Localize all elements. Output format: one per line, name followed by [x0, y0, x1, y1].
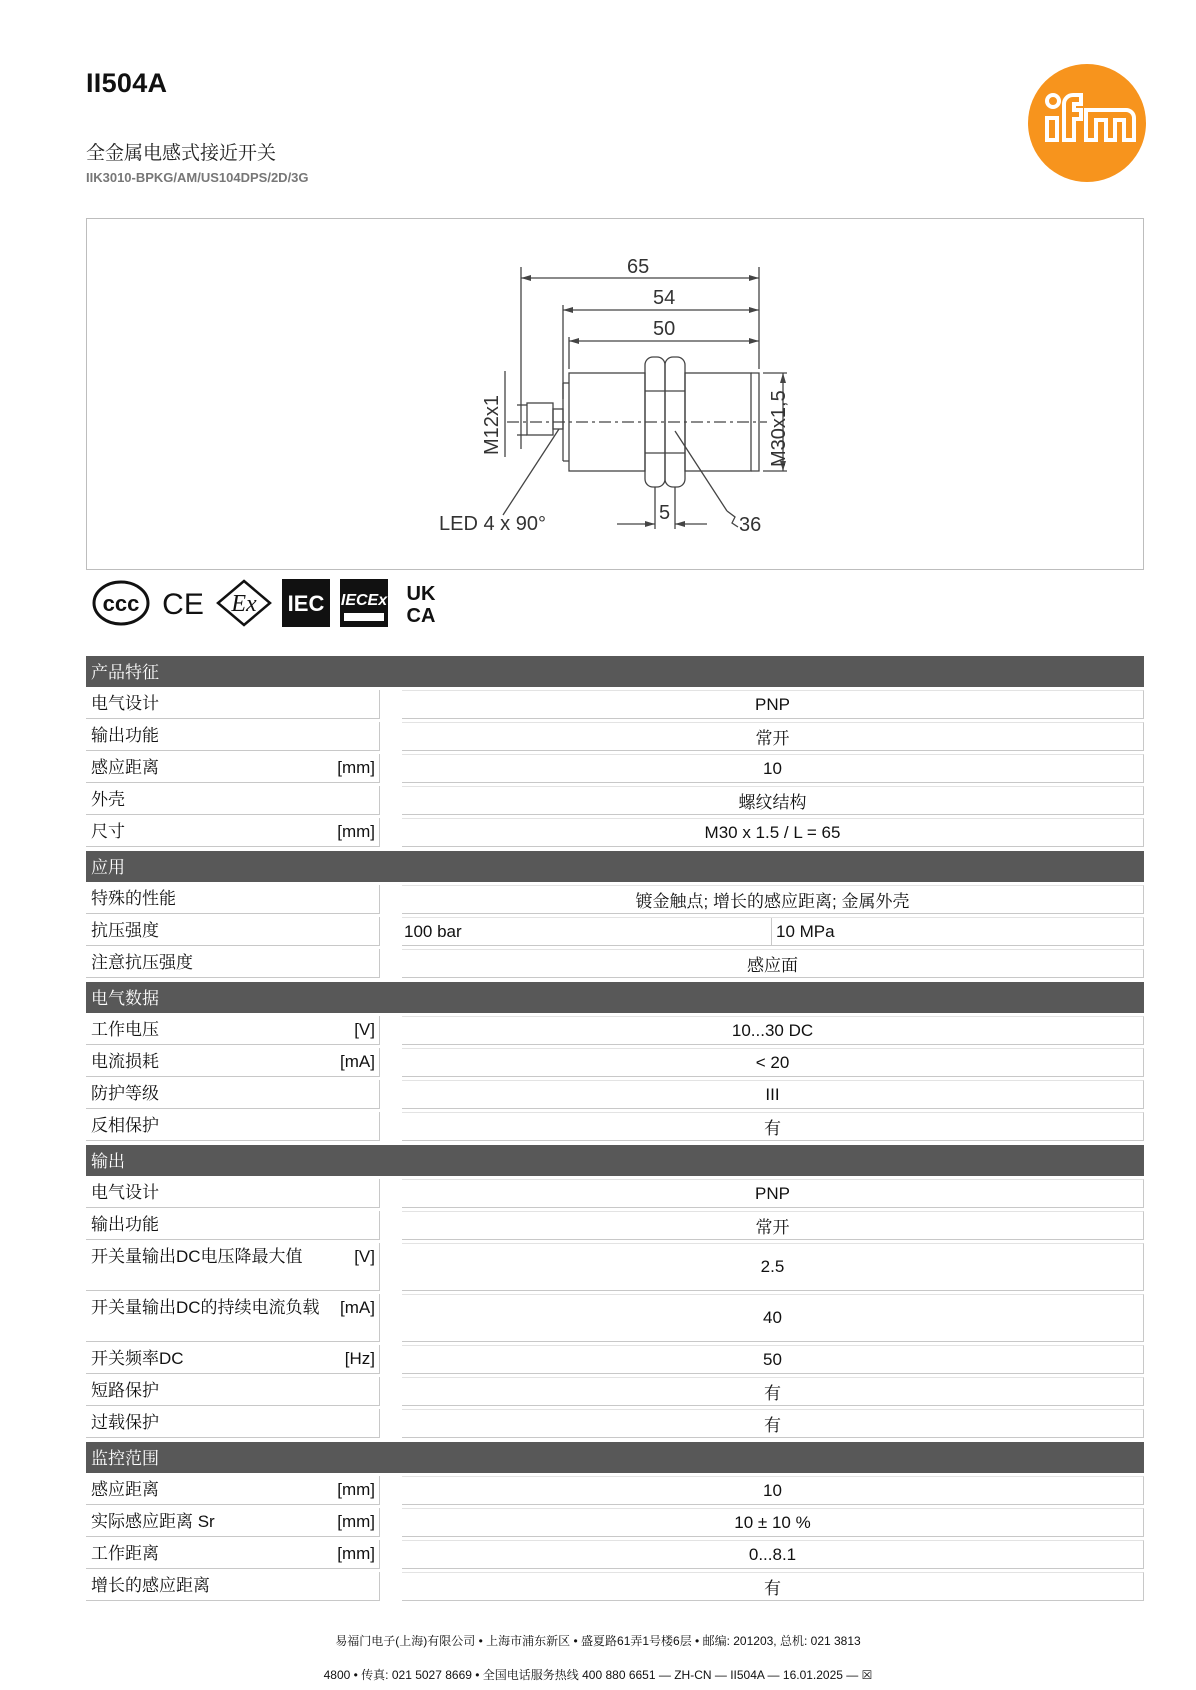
svg-text:UK: UK — [406, 583, 436, 605]
spec-label-cell — [86, 818, 380, 847]
spec-row — [86, 1345, 1144, 1374]
iecex-mark-icon — [340, 579, 388, 627]
spec-label: 抗压强度 — [91, 921, 159, 940]
spec-unit: [V] — [354, 1020, 375, 1039]
spec-row — [86, 786, 1144, 815]
spec-value-b: 10 MPa — [776, 921, 835, 941]
spec-label: 增长的感应距离 — [91, 1576, 210, 1595]
wrench-size: 36 — [739, 514, 762, 536]
spec-row — [86, 1476, 1144, 1505]
dim-54: 54 — [653, 287, 676, 309]
spec-unit: [Hz] — [344, 1349, 375, 1368]
spec-label: 短路保护 — [91, 1381, 159, 1400]
spec-value: 50 — [402, 1345, 1144, 1374]
spec-label: 外壳 — [91, 790, 125, 809]
spec-value: 镀金触点; 增长的感应距离; 金属外壳 — [402, 885, 1144, 914]
spec-value — [402, 917, 1144, 946]
spec-value: 常开 — [402, 1211, 1144, 1240]
section-header: 监控范围 — [86, 1442, 1144, 1473]
spec-label-cell — [86, 1409, 380, 1438]
spec-label-cell — [86, 1179, 380, 1208]
spec-unit: [mm] — [337, 1544, 375, 1563]
spec-label: 过载保护 — [91, 1413, 159, 1432]
ifm-logo — [1028, 64, 1146, 182]
spec-row — [86, 722, 1144, 751]
dim-5: 5 — [659, 502, 671, 524]
svg-text:CA: CA — [406, 605, 436, 626]
dim-65: 65 — [627, 256, 650, 278]
spec-label-cell — [86, 1508, 380, 1537]
spec-value: III — [402, 1080, 1144, 1109]
spec-value: 有 — [402, 1572, 1144, 1601]
spec-row — [86, 1112, 1144, 1141]
spec-unit: [mm] — [337, 1512, 375, 1531]
technical-drawing-svg — [87, 219, 1143, 569]
dim-50: 50 — [653, 318, 676, 340]
spec-label-cell — [86, 1476, 380, 1505]
certification-marks — [92, 578, 444, 628]
spec-unit: [mA] — [340, 1052, 375, 1071]
spec-label-cell — [86, 1080, 380, 1109]
spec-label-cell — [86, 1112, 380, 1141]
spec-label-cell — [86, 1243, 380, 1291]
spec-value: PNP — [402, 690, 1144, 719]
product-subtitle: 全金属电感式接近开关 — [86, 143, 277, 164]
spec-row — [86, 1080, 1144, 1109]
spec-row — [86, 1243, 1144, 1291]
spec-label-cell — [86, 1345, 380, 1374]
spec-row — [86, 1016, 1144, 1045]
svg-text:IEC: IEC — [287, 591, 325, 616]
specification-table — [86, 656, 1144, 1601]
spec-value: 40 — [402, 1294, 1144, 1342]
spec-label: 输出功能 — [91, 726, 159, 745]
spec-value: 常开 — [402, 722, 1144, 751]
spec-row — [86, 1508, 1144, 1537]
spec-label-cell — [86, 1540, 380, 1569]
spec-row — [86, 949, 1144, 978]
spec-row — [86, 1409, 1144, 1438]
spec-row — [86, 1211, 1144, 1240]
section-header: 产品特征 — [86, 656, 1144, 687]
svg-text:CE: CE — [162, 588, 204, 621]
thread-left-label: M12x1 — [481, 394, 503, 455]
spec-value: 有 — [402, 1377, 1144, 1406]
spec-label: 工作电压 — [91, 1020, 159, 1039]
spec-label-cell — [86, 1572, 380, 1601]
ce-mark-icon — [160, 580, 206, 626]
spec-row — [86, 818, 1144, 847]
spec-value: 有 — [402, 1112, 1144, 1141]
spec-label-cell — [86, 949, 380, 978]
spec-unit: [mm] — [337, 822, 375, 841]
spec-label: 防护等级 — [91, 1084, 159, 1103]
footer-line-2: 4800 • 传真: 021 5027 8669 • 全国电话服务热线 400 880 6651 — ZH-CN — II504A — 16.01.2025 — ☒ — [323, 1668, 873, 1682]
logo-text: ifm — [1087, 174, 1089, 175]
spec-label-cell — [86, 1294, 380, 1342]
section-header: 应用 — [86, 851, 1144, 882]
spec-value: 螺纹结构 — [402, 786, 1144, 815]
ex-mark-icon — [216, 579, 272, 627]
spec-label: 电气设计 — [91, 694, 159, 713]
spec-label: 开关频率DC — [91, 1349, 184, 1368]
spec-label-cell — [86, 722, 380, 751]
article-code: IIK3010-BPKG/AM/US104DPS/2D/3G — [86, 170, 309, 185]
led-label: LED 4 x 90° — [439, 513, 546, 535]
spec-unit: [V] — [354, 1247, 375, 1266]
spec-row — [86, 1377, 1144, 1406]
spec-row — [86, 1540, 1144, 1569]
spec-value: 10 — [402, 1476, 1144, 1505]
product-title: II504A — [86, 68, 168, 98]
spec-label-cell — [86, 885, 380, 914]
spec-label: 特殊的性能 — [91, 889, 176, 908]
spec-unit: [mm] — [337, 758, 375, 777]
spec-label: 开关量输出DC的持续电流负载 — [91, 1298, 320, 1317]
spec-row — [86, 1294, 1144, 1342]
spec-label-cell — [86, 690, 380, 719]
spec-value: M30 x 1.5 / L = 65 — [402, 818, 1144, 847]
spec-label-cell — [86, 1016, 380, 1045]
spec-row — [86, 1179, 1144, 1208]
spec-label: 感应距离 — [91, 1480, 159, 1499]
section-header: 电气数据 — [86, 982, 1144, 1013]
spec-label: 感应距离 — [91, 758, 159, 777]
spec-label-cell — [86, 754, 380, 783]
spec-row — [86, 690, 1144, 719]
spec-unit: [mm] — [337, 1480, 375, 1499]
spec-value: 0...8.1 — [402, 1540, 1144, 1569]
spec-value: PNP — [402, 1179, 1144, 1208]
ccc-mark-icon — [92, 580, 150, 626]
spec-label: 开关量输出DC电压降最大值 — [91, 1247, 303, 1266]
svg-text:ccc: ccc — [102, 591, 140, 616]
footer-line-1: 易福门电子(上海)有限公司 • 上海市浦东新区 • 盛夏路61弄1号楼6层 • 邮编: 201203, 总机: 021 3813 — [335, 1634, 861, 1648]
spec-row — [86, 1048, 1144, 1077]
spec-value: 2.5 — [402, 1243, 1144, 1291]
spec-value: 感应面 — [402, 949, 1144, 978]
spec-label-cell — [86, 1048, 380, 1077]
spec-value: 10 — [402, 754, 1144, 783]
spec-value: < 20 — [402, 1048, 1144, 1077]
iec-mark-icon — [282, 579, 330, 627]
spec-label: 实际感应距离 Sr — [91, 1512, 215, 1531]
svg-text:IECEx: IECEx — [340, 592, 388, 609]
ukca-mark-icon — [398, 580, 444, 626]
spec-value-a: 100 bar — [402, 918, 772, 945]
svg-text:Ex: Ex — [231, 591, 257, 617]
spec-label: 注意抗压强度 — [91, 953, 193, 972]
spec-row — [86, 917, 1144, 946]
spec-value: 10 ± 10 % — [402, 1508, 1144, 1537]
spec-label-cell — [86, 1377, 380, 1406]
spec-label-cell — [86, 1211, 380, 1240]
spec-row — [86, 1572, 1144, 1601]
spec-label: 工作距离 — [91, 1544, 159, 1563]
spec-label: 电气设计 — [91, 1183, 159, 1202]
spec-label-cell — [86, 786, 380, 815]
spec-unit: [mA] — [340, 1298, 375, 1317]
spec-row — [86, 885, 1144, 914]
spec-label: 电流损耗 — [91, 1052, 159, 1071]
dimension-drawing — [86, 218, 1144, 570]
spec-row — [86, 754, 1144, 783]
spec-label-cell — [86, 917, 380, 946]
spec-label: 尺寸 — [91, 822, 125, 841]
section-header: 输出 — [86, 1145, 1144, 1176]
spec-value: 有 — [402, 1409, 1144, 1438]
spec-value: 10...30 DC — [402, 1016, 1144, 1045]
spec-label: 反相保护 — [91, 1116, 159, 1135]
spec-label: 输出功能 — [91, 1215, 159, 1234]
thread-right-label: M30x1,5 — [768, 390, 790, 467]
